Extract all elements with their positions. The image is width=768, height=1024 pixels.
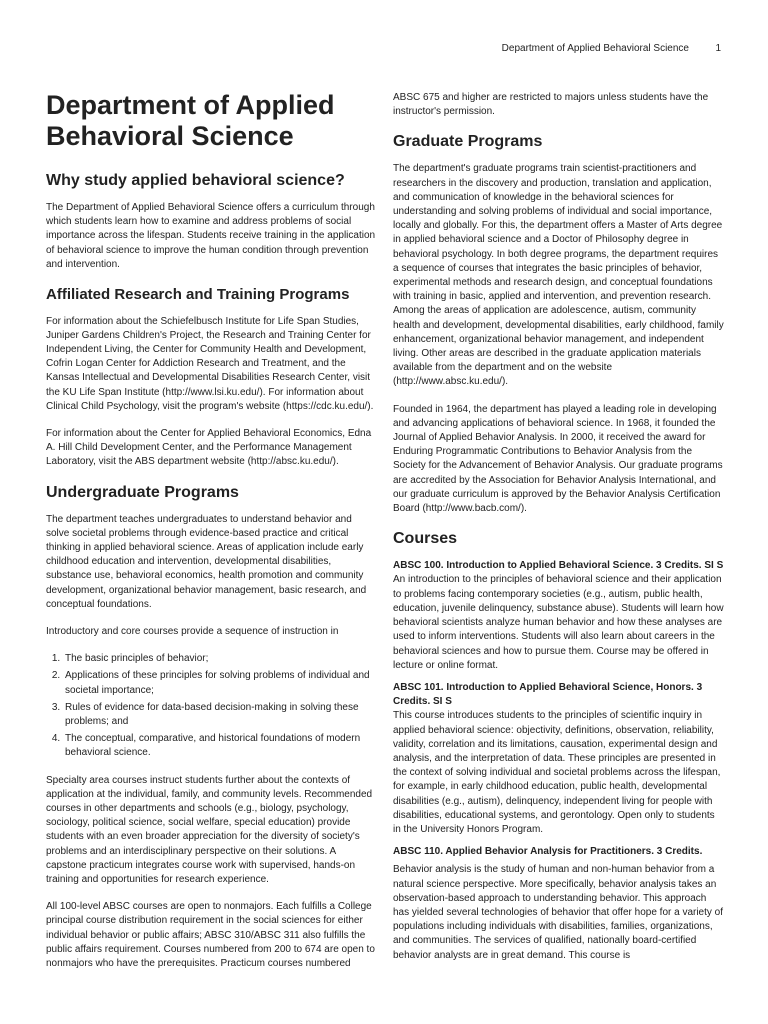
page-title: Department of Applied Behavioral Science xyxy=(46,90,335,151)
course-title-absc-110: ABSC 110. Applied Behavior Analysis for Practitioners. 3 Credits. xyxy=(393,846,703,858)
affiliated-paragraph-2: For information about the Center for Applied Behavioral Economics, Edna A. Hill Child Development Center, and the Performance Management Laboratory, visit the ABS department website (http://absc.ku.edu/). xyxy=(46,427,372,468)
undergrad-paragraph-1: The department teaches undergraduates to understand behavior and solve societal problems through evidence-based practice and critical thinking in applied behavioral science. Areas of application include early childhood education and intervention, developmental disabilities, substance use, behavioral economics, health promotion and community development, organizational behavior management, basic research, and conceptual foundations. xyxy=(46,513,367,610)
affiliated-heading: Affiliated Research and Training Programs xyxy=(46,286,350,304)
running-header xyxy=(0,43,768,57)
instruction-sequence-list xyxy=(46,652,376,760)
undergrad-paragraph-2: Introductory and core courses provide a sequence of instruction in xyxy=(46,625,339,637)
list-item: 4. The conceptual, comparative, and historical foundations of modern behavioral science. xyxy=(63,732,376,760)
page-number: 1 xyxy=(715,43,721,54)
undergrad-paragraph-3: Specialty area courses instruct students further about the contexts of application at the individual, family, and community levels. Recommended courses in other departments and schools (e.g., biology, psychology, sociology, political science, social welfare, special education) provide students with an even broader appreciation for the diversity of society's problems and an interdisciplinary perspective on their solutions. A capstone practicum integrates course work with supervised, hands-on training and opportunities for research experience. xyxy=(46,774,373,886)
grad-heading: Graduate Programs xyxy=(393,133,543,151)
why-heading: Why study applied behavioral science? xyxy=(46,172,345,189)
course-desc-absc-100: An introduction to the principles of behavioral science and their application to problems facing contemporary societies (e.g., autism, public health, education, juvenile delinquency, substance abuse). Students will learn how behavioral scientists analyze human behavior and how these analyses are used to inform interventions. Students will also learn about careers in the behavioral sciences and how to pursue them. Course may be offered in lecture or online format. xyxy=(393,574,724,671)
affiliated-paragraph-1: For information about the Schiefelbusch Institute for Life Span Studies, Juniper Gardens Children's Project, the Research and Training Center for Independent Living, the Center for Community Health and Development, Cofrin Logan Center for Addiction Research and Treatment, and the Kansas Intellectual and Developmental Disabilities Research Center, visit the KU Life Span Institute (http://www.lsi.ku.edu/). For information about Clinical Child Psychology, visit the program's website (https://cdc.ku.edu/). xyxy=(46,315,374,412)
list-item: 2. Applications of these principles for solving problems of individual and societal importance; xyxy=(63,669,376,697)
continued-text: ABSC 675 and higher are restricted to majors unless students have the instructor's permission. xyxy=(393,92,709,118)
course-desc-absc-101: This course introduces students to the principles of scientific inquiry in applied behavioral science: objectivity, definitions, observation, reliability, validity, correlation and its limitations, causation, experimental design and analysis, and the interpretation of data. These principles are presented in the context of solving individual and societal problems across the lifespan, for example, in early childhood education, public health, developmental disabilities (e.g., autism), delinquency, independent living for people with disabilities, educational systems, and gerontology. Open only to students in the University Honors Program. xyxy=(393,710,721,835)
courses-heading: Courses xyxy=(393,530,458,548)
why-text: The Department of Applied Behavioral Science offers a curriculum through which students learn how to examine and address problems of social importance across the lifespan. Students receive training in the application of behavioral science to improve the human condition through prevention and intervention. xyxy=(46,202,376,270)
undergrad-paragraph-4: All 100-level ABSC courses are open to nonmajors. Each fulfills a College principal course distribution requirement in the social sciences for either individual behavior or public affairs; ABSC 310/ABSC 311 also fulfills the public affairs requirement. Courses numbered from 200 to 674 are open to nonmajors who have the prerequisites. Practicum courses numbered xyxy=(46,901,375,970)
course-title-absc-100: ABSC 100. Introduction to Applied Behavioral Science. 3 Credits. SI S xyxy=(393,560,724,572)
list-item: 3. Rules of evidence for data-based decision-making in solving these problems; and xyxy=(63,701,376,729)
undergrad-heading: Undergraduate Programs xyxy=(46,483,239,501)
grad-paragraph-2: Founded in 1964, the department has played a leading role in developing and advancing applications of behavioral science. In 1968, it founded the Journal of Applied Behavior Analysis. In 2000, it received the award for Enduring Programmatic Contributions to Behavior Analysis from the Society for the Advancement of Behavior Analysis. Our graduate programs are accredited by the Association for Behavior Analysis International, and our graduate curriculum is approved by the Behavior Analysis Certification Board (http://www.bacb.com/). xyxy=(393,403,723,515)
left-column xyxy=(46,90,376,984)
course-title-absc-101: ABSC 101. Introduction to Applied Behavioral Science, Honors. 3 Credits. SI S xyxy=(393,681,703,708)
running-title: Department of Applied Behavioral Science xyxy=(501,43,689,54)
course-desc-absc-110: Behavior analysis is the study of human and non-human behavior from a natural science perspective. More specifically, behavior analysis takes an observation-based approach to understanding behavior. This approach has yielded several technologies of behavior that offer hope for a variety of populations including individuals with disabilities, families, organizations, and communities. The services of qualified, nationally board-certified behavior analysts are in great demand. This course is xyxy=(393,864,724,961)
list-item: 1. The basic principles of behavior; xyxy=(63,652,376,666)
right-column xyxy=(393,91,725,971)
grad-paragraph-1: The department's graduate programs train scientist-practitioners and researchers in the discovery and production, translation and application, and communication of knowledge in the behavioral sciences for understanding and solving problems of individual and social importance, locally and globally. For this, the department offers a Master of Arts degree in applied behavioral science and a Doctor of Philosophy degree in behavioral psychology. In both degree programs, the department requires a sequence of courses that integrates the basic principles of behavior, experimental methods and research design, and conceptual foundations with training in basic, applied and intervention, and prevention research. Among the areas of application are adolescence, autism, community health and development, developmental disabilities, early childhood, family enhancement, organizational behavior management, and independent living. Other areas are described in the graduate application materials available from the department and on the website (http://www.absc.ku.edu/). xyxy=(393,163,724,388)
